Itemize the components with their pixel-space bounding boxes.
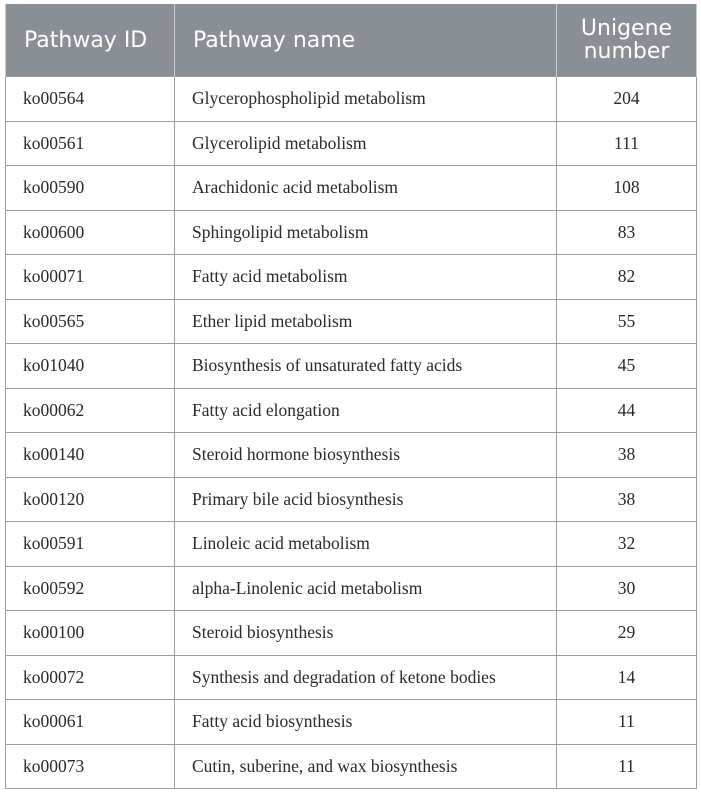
table-row — [6, 166, 697, 211]
header-unigene-number — [557, 4, 697, 77]
table-body — [6, 77, 697, 789]
header-unigene-line1: Unigene — [580, 16, 673, 41]
cell-pathway-name: Fatty acid elongation — [175, 388, 557, 433]
cell-pathway-id: ko00561 — [6, 121, 175, 166]
cell-pathway-id: ko00592 — [6, 566, 175, 611]
cell-pathway-name: alpha-Linolenic acid metabolism — [175, 566, 557, 611]
table-row — [6, 344, 697, 389]
header-pathway-id: Pathway ID — [6, 4, 175, 77]
table-row — [6, 299, 697, 344]
table-row — [6, 700, 697, 745]
cell-pathway-name: Glycerophospholipid metabolism — [175, 77, 557, 122]
cell-pathway-id: ko00600 — [6, 210, 175, 255]
cell-unigene-number: 11 — [557, 700, 697, 745]
cell-pathway-name: Biosynthesis of unsaturated fatty acids — [175, 344, 557, 389]
table-header — [6, 4, 697, 77]
cell-pathway-name: Fatty acid biosynthesis — [175, 700, 557, 745]
cell-pathway-name: Synthesis and degradation of ketone bodies — [175, 655, 557, 700]
table-row — [6, 255, 697, 300]
cell-pathway-id: ko00061 — [6, 700, 175, 745]
cell-pathway-name: Steroid hormone biosynthesis — [175, 433, 557, 478]
cell-unigene-number: 111 — [557, 121, 697, 166]
cell-unigene-number: 38 — [557, 433, 697, 478]
table-row — [6, 388, 697, 433]
cell-pathway-id: ko00591 — [6, 522, 175, 567]
cell-pathway-name: Arachidonic acid metabolism — [175, 166, 557, 211]
cell-pathway-name: Linoleic acid metabolism — [175, 522, 557, 567]
cell-pathway-name: Sphingolipid metabolism — [175, 210, 557, 255]
cell-unigene-number: 108 — [557, 166, 697, 211]
table-row — [6, 433, 697, 478]
cell-pathway-id: ko00140 — [6, 433, 175, 478]
cell-unigene-number: 11 — [557, 744, 697, 789]
cell-pathway-id: ko00120 — [6, 477, 175, 522]
header-row — [6, 4, 697, 77]
cell-pathway-id: ko00565 — [6, 299, 175, 344]
table-row — [6, 522, 697, 567]
cell-pathway-id: ko00062 — [6, 388, 175, 433]
cell-unigene-number: 45 — [557, 344, 697, 389]
cell-pathway-name: Glycerolipid metabolism — [175, 121, 557, 166]
cell-pathway-name: Steroid biosynthesis — [175, 611, 557, 656]
cell-unigene-number: 82 — [557, 255, 697, 300]
cell-unigene-number: 14 — [557, 655, 697, 700]
table-row — [6, 121, 697, 166]
cell-pathway-name: Primary bile acid biosynthesis — [175, 477, 557, 522]
cell-unigene-number: 55 — [557, 299, 697, 344]
table-row — [6, 744, 697, 789]
cell-pathway-id: ko00073 — [6, 744, 175, 789]
cell-pathway-id: ko00100 — [6, 611, 175, 656]
cell-pathway-id: ko00564 — [6, 77, 175, 122]
cell-unigene-number: 32 — [557, 522, 697, 567]
cell-unigene-number: 30 — [557, 566, 697, 611]
cell-unigene-number: 38 — [557, 477, 697, 522]
table-row — [6, 611, 697, 656]
table-row — [6, 477, 697, 522]
cell-pathway-id: ko00590 — [6, 166, 175, 211]
cell-unigene-number: 29 — [557, 611, 697, 656]
table-row — [6, 210, 697, 255]
table-row — [6, 655, 697, 700]
cell-pathway-id: ko00071 — [6, 255, 175, 300]
pathway-table-container — [5, 4, 696, 789]
cell-pathway-name: Cutin, suberine, and wax biosynthesis — [175, 744, 557, 789]
table-row — [6, 77, 697, 122]
cell-unigene-number: 83 — [557, 210, 697, 255]
cell-pathway-id: ko01040 — [6, 344, 175, 389]
pathway-table — [5, 4, 697, 789]
cell-pathway-name: Fatty acid metabolism — [175, 255, 557, 300]
cell-unigene-number: 204 — [557, 77, 697, 122]
header-pathway-name: Pathway name — [175, 4, 557, 77]
cell-pathway-name: Ether lipid metabolism — [175, 299, 557, 344]
cell-pathway-id: ko00072 — [6, 655, 175, 700]
cell-unigene-number: 44 — [557, 388, 697, 433]
header-unigene-line2: number — [583, 39, 670, 64]
table-row — [6, 566, 697, 611]
